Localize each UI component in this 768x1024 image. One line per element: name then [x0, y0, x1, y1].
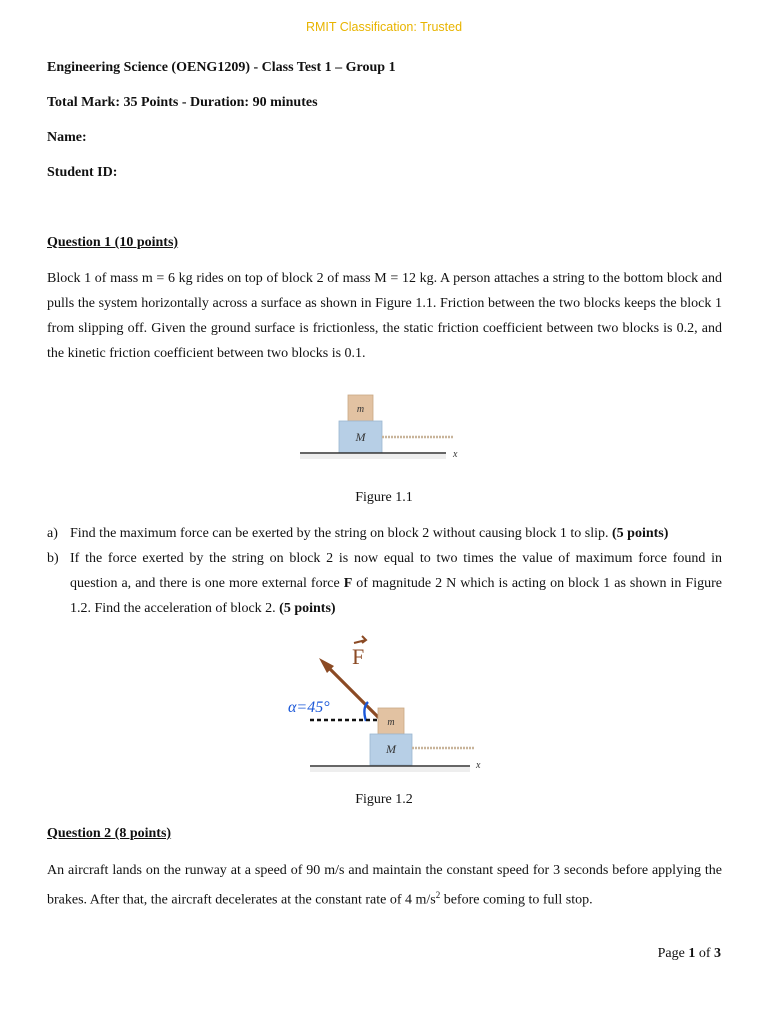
- question-1b-marker: b): [47, 551, 59, 566]
- current-page: 1: [688, 946, 696, 961]
- question-1a-points: (5 points): [612, 526, 669, 541]
- block-M-label: M: [355, 430, 366, 444]
- question-1a-text: Find the maximum force can be exerted by the string on block 2 without causing block 1 to slip.: [70, 526, 609, 541]
- block-m-label: m: [356, 404, 365, 415]
- student-id-label: Student ID:: [47, 165, 118, 180]
- question-1b-points: (5 points): [279, 601, 336, 616]
- figure-1-1: [296, 392, 466, 467]
- total-pages: 3: [714, 946, 721, 961]
- question-1b-text-1: If the force exerted by the string on block 2 is now equal to two times the value of maximum force found in question a, and there is one more external force: [70, 551, 722, 591]
- total-mark: Total Mark: 35 Points - Duration: 90 minutes: [47, 95, 318, 110]
- test-title: Engineering Science (OENG1209) - Class Test 1 – Group 1: [47, 60, 396, 75]
- question-1-text: Block 1 of mass m = 6 kg rides on top of block 2 of mass M = 12 kg. A person attaches a string to the bottom block and pulls the system horizontally across a surface as shown in Figure 1.1. Friction between the two blocks keeps the block 1 from slipping off. Given the ground surface is frictionless, the static friction coefficient between two blocks is 0.2, and the kinetic friction coefficient between two blocks is 0.1.: [47, 271, 722, 361]
- figure-1-2: [280, 630, 495, 778]
- question-2-heading: Question 2 (8 points): [47, 826, 172, 841]
- question-1b: [47, 546, 722, 621]
- force-arrow: [325, 664, 379, 718]
- question-2-text-1: An aircraft lands on the runway at a speed of 90 m/s and maintain the constant speed for 3 seconds before applying the brakes. After that, the aircraft decelerates at the constant rate of 4 m/s: [47, 863, 722, 908]
- x-axis-label: x: [476, 760, 481, 771]
- ground-shade: [310, 767, 470, 772]
- figure-1-1-caption: Figure 1.1: [355, 490, 413, 505]
- question-1a-marker: a): [47, 526, 58, 541]
- force-symbol: F: [343, 576, 353, 591]
- block-m-label: m: [387, 717, 395, 728]
- question-1a: [47, 521, 722, 546]
- figure-1-2-caption: Figure 1.2: [355, 792, 413, 807]
- ground-shade: [300, 454, 446, 459]
- question-1b-text-2: of magnitude 2 N which is acting on block 1 as shown in Figure 1.2. Find the acceleration of block 2.: [70, 576, 722, 616]
- question-2-text-2: before coming to full stop.: [440, 892, 593, 908]
- block-M-label: M: [386, 742, 396, 756]
- of-word: of: [695, 946, 714, 961]
- page-number: [658, 946, 721, 962]
- angle-label: α=45°: [288, 699, 330, 716]
- question-2-text: [47, 858, 722, 913]
- page-word: Page: [657, 946, 689, 961]
- question-2-superscript: 2: [435, 890, 441, 900]
- force-label: F: [352, 644, 365, 669]
- name-label: Name:: [47, 130, 87, 145]
- classification-label: RMIT Classification: Trusted: [305, 20, 463, 34]
- x-axis-label: x: [453, 449, 458, 460]
- question-1-heading: Question 1 (10 points): [47, 235, 179, 250]
